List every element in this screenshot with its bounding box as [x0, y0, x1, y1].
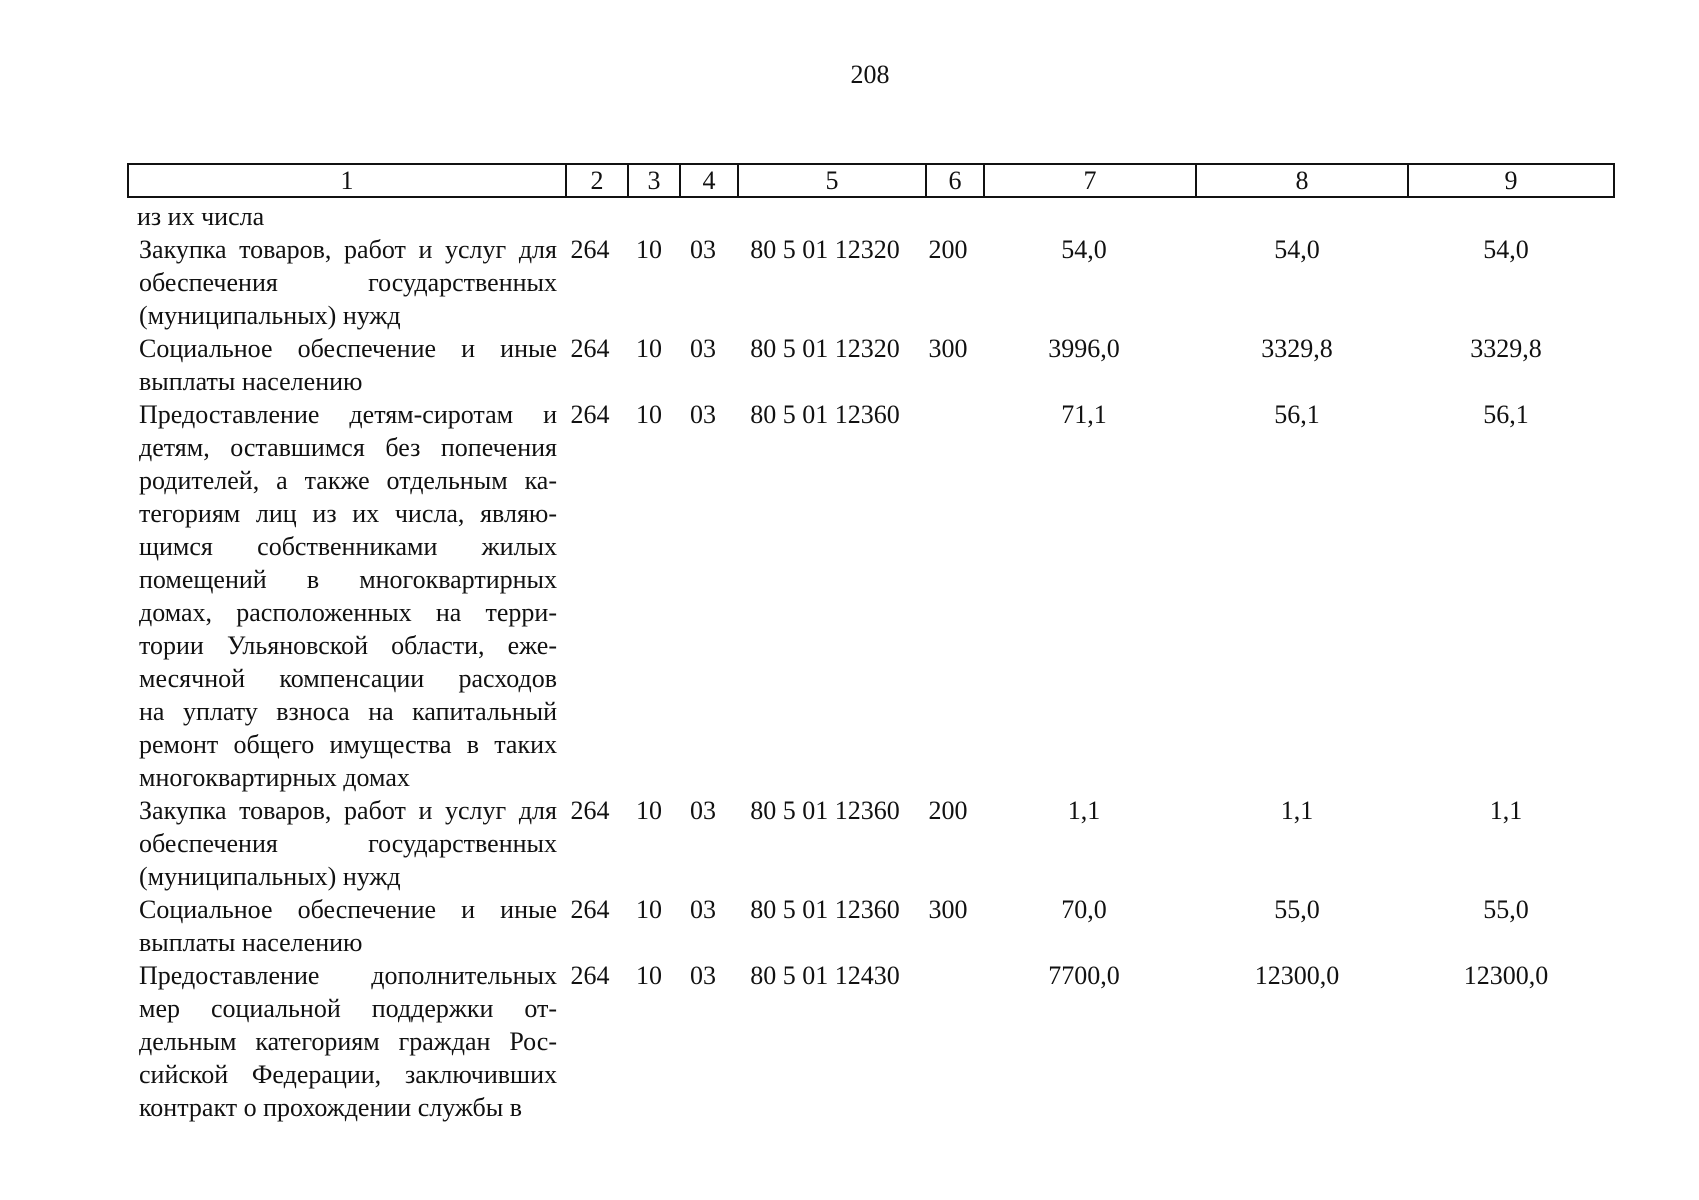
- row-container: [127, 233, 1609, 1124]
- row-description: [127, 893, 557, 959]
- row-col-5: 80 5 01 12360: [750, 895, 900, 924]
- row-description: [127, 233, 557, 332]
- row-col-5: 80 5 01 12320: [750, 235, 900, 264]
- row-col-7: 1,1: [1067, 796, 1101, 825]
- row-col-3: 10: [636, 334, 662, 363]
- description-line: родителей, а также отдельным ка-: [139, 466, 557, 495]
- description-line: контракт о прохождении службы в: [139, 1093, 522, 1122]
- description-line: многоквартирных домах: [139, 763, 410, 792]
- row-col-2: 264: [570, 796, 610, 825]
- description-line: тегориям лиц из их числа, являю-: [139, 499, 557, 528]
- description-line: дельным категориям граждан Рос-: [139, 1027, 557, 1056]
- row-col-4: 03: [690, 400, 716, 429]
- row-col-4: 03: [690, 895, 716, 924]
- row-description: [127, 959, 557, 1124]
- row-col-6: 300: [928, 334, 968, 363]
- row-col-2: 264: [570, 334, 610, 363]
- description-line: помещений в многоквартирных: [139, 565, 557, 594]
- row-col-9: 12300,0: [1463, 961, 1549, 990]
- row-col-6: [919, 959, 977, 1124]
- table-row: [127, 233, 1609, 332]
- row-col-9: 3329,8: [1470, 334, 1542, 363]
- row-col-3: 10: [636, 400, 662, 429]
- row-description: [127, 794, 557, 893]
- description-line: тории Ульяновской области, еже-: [139, 631, 557, 660]
- row-col-2: 264: [570, 400, 610, 429]
- row-col-5: 80 5 01 12360: [750, 796, 900, 825]
- description-line: на уплату взноса на капитальный: [139, 697, 557, 726]
- row-col-8: 3329,8: [1261, 334, 1333, 363]
- description-line: сийской Федерации, заключивших: [139, 1060, 557, 1089]
- row-col-2: 264: [570, 961, 610, 990]
- description-line: выплаты населению: [139, 928, 363, 957]
- row-col-3: 10: [636, 895, 662, 924]
- header-cell-7: 7: [984, 164, 1196, 197]
- table-row: [127, 959, 1609, 1124]
- row-col-4: 03: [690, 235, 716, 264]
- subheading: из их числа: [137, 202, 265, 231]
- row-col-6: 200: [928, 235, 968, 264]
- description-line: месячной компенсации расходов: [139, 664, 557, 693]
- row-col-4: 03: [690, 334, 716, 363]
- row-col-8: 56,1: [1274, 400, 1320, 429]
- table-row: [127, 794, 1609, 893]
- row-col-6: [919, 398, 977, 794]
- header-row: [128, 164, 1614, 197]
- row-col-5: 80 5 01 12360: [750, 400, 900, 429]
- row-col-9: 1,1: [1489, 796, 1523, 825]
- description-line: Предоставление детям-сиротам и: [139, 400, 557, 429]
- description-line: домах, расположенных на терри-: [139, 598, 557, 627]
- row-description: [127, 332, 557, 398]
- description-line: (муниципальных) нужд: [139, 862, 401, 891]
- description-line: детям, оставшимся без попечения: [139, 433, 557, 462]
- row-col-6: 300: [928, 895, 968, 924]
- row-col-8: 54,0: [1274, 235, 1320, 264]
- description-line: щимся собственниками жилых: [139, 532, 557, 561]
- description-line: мер социальной поддержки от-: [139, 994, 557, 1023]
- row-col-9: 54,0: [1483, 235, 1529, 264]
- row-description: [127, 398, 557, 794]
- header-cell-6: 6: [926, 164, 984, 197]
- row-col-5: 80 5 01 12430: [750, 961, 900, 990]
- row-col-2: 264: [570, 235, 610, 264]
- subheading-row: [127, 200, 1609, 233]
- row-col-7: 7700,0: [1048, 961, 1120, 990]
- row-col-8: 55,0: [1274, 895, 1320, 924]
- header-cell-8: 8: [1196, 164, 1408, 197]
- row-col-5: 80 5 01 12320: [750, 334, 900, 363]
- row-col-8: 1,1: [1280, 796, 1314, 825]
- header-cell-3: 3: [628, 164, 680, 197]
- description-line: Предоставление дополнительных: [139, 961, 557, 990]
- row-col-3: 10: [636, 796, 662, 825]
- description-line: Закупка товаров, работ и услуг для: [139, 796, 557, 825]
- description-line: обеспечения государственных: [139, 829, 557, 858]
- header-cell-4: 4: [680, 164, 738, 197]
- row-col-3: 10: [636, 235, 662, 264]
- header-cell-9: 9: [1408, 164, 1614, 197]
- row-col-2: 264: [570, 895, 610, 924]
- description-line: Социальное обеспечение и иные: [139, 895, 557, 924]
- header-cell-5: 5: [738, 164, 926, 197]
- row-col-7: 70,0: [1061, 895, 1107, 924]
- row-col-4: 03: [690, 961, 716, 990]
- description-line: выплаты населению: [139, 367, 363, 396]
- row-col-8: 12300,0: [1254, 961, 1340, 990]
- header-cell-2: 2: [566, 164, 628, 197]
- table-body: [127, 200, 1609, 1124]
- row-col-7: 3996,0: [1048, 334, 1120, 363]
- row-col-7: 71,1: [1061, 400, 1107, 429]
- row-col-7: 54,0: [1061, 235, 1107, 264]
- row-col-3: 10: [636, 961, 662, 990]
- description-line: ремонт общего имущества в таких: [139, 730, 557, 759]
- description-line: Закупка товаров, работ и услуг для: [139, 235, 557, 264]
- row-col-9: 55,0: [1483, 895, 1529, 924]
- table-row: [127, 893, 1609, 959]
- description-line: Социальное обеспечение и иные: [139, 334, 557, 363]
- row-col-4: 03: [690, 796, 716, 825]
- header-cell-1: 1: [128, 164, 566, 197]
- description-line: обеспечения государственных: [139, 268, 557, 297]
- row-col-9: 56,1: [1483, 400, 1529, 429]
- description-line: (муниципальных) нужд: [139, 301, 401, 330]
- page-number: 208: [850, 60, 890, 89]
- table-row: [127, 332, 1609, 398]
- column-number-header: [127, 163, 1615, 198]
- table-row: [127, 398, 1609, 794]
- row-col-6: 200: [928, 796, 968, 825]
